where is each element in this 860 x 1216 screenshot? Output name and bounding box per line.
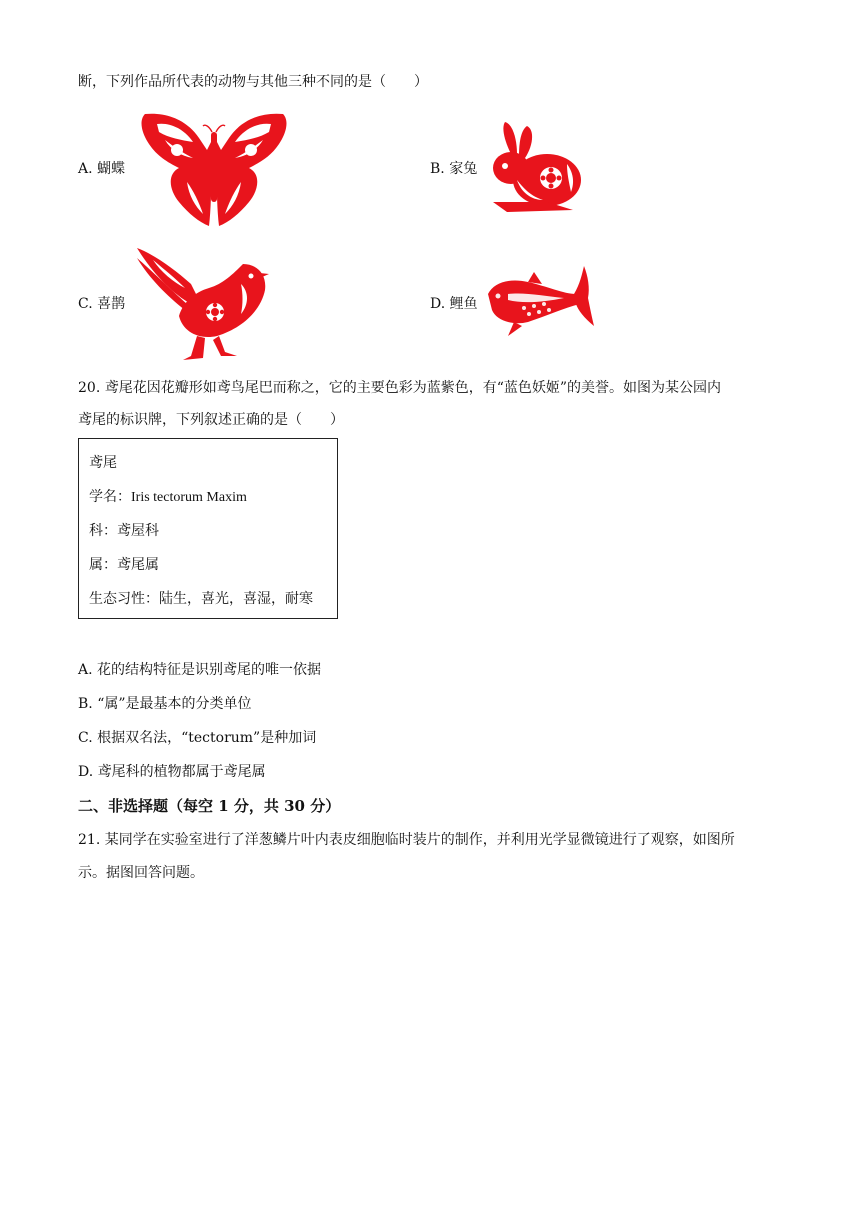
rabbit-papercut-image: [487, 120, 585, 214]
sign-habit: 生态习性：陆生，喜光，喜湿，耐寒: [89, 591, 313, 607]
q19-option-d[interactable]: D. 鲤鱼: [430, 296, 478, 312]
q20-stem-line1: 20. 鸢尾花因花瓣形如鸢鸟尾巴而称之，它的主要色彩为蓝紫色，有“蓝色妖姬”的美誉。如图为某公园内: [78, 380, 722, 396]
sign-scientific-name: 学名：Iris tectorum Maxim: [89, 490, 247, 505]
butterfly-papercut-image: [137, 110, 291, 228]
carp-papercut-image: [484, 264, 596, 338]
q20-option-a[interactable]: A. 花的结构特征是识别鸢尾的唯一依据: [78, 662, 322, 678]
q19-option-b[interactable]: B. 家兔: [430, 161, 478, 177]
iris-sign-board: [78, 438, 338, 619]
section-heading: 二、非选择题（每空 1 分，共 30 分）: [78, 797, 341, 815]
q20-option-c[interactable]: C. 根据双名法，“tectorum”是种加词: [78, 730, 317, 746]
magpie-papercut-image: [133, 244, 271, 362]
q20-option-d[interactable]: D. 鸢尾科的植物都属于鸢尾属: [78, 764, 266, 780]
q20-option-b[interactable]: B. “属”是最基本的分类单位: [78, 696, 252, 712]
q19-option-c[interactable]: C. 喜鹊: [78, 296, 126, 312]
q21-stem-line2: 示。据图回答问题。: [78, 865, 204, 881]
sign-family: 科：鸢屋科: [89, 523, 159, 539]
q20-stem-line2: 鸢尾的标识牌，下列叙述正确的是（ ）: [78, 412, 344, 428]
sign-genus: 属：鸢尾属: [89, 557, 159, 573]
q19-option-a[interactable]: A. 蝴蝶: [78, 161, 126, 177]
sign-plant-name: 鸢尾: [89, 455, 117, 471]
q21-stem-line1: 21. 某同学在实验室进行了洋葱鳞片叶内表皮细胞临时装片的制作，并利用光学显微镜进行了观察，如图所: [78, 832, 735, 848]
q19-stem: 断，下列作品所代表的动物与其他三种不同的是（ ）: [78, 74, 428, 90]
